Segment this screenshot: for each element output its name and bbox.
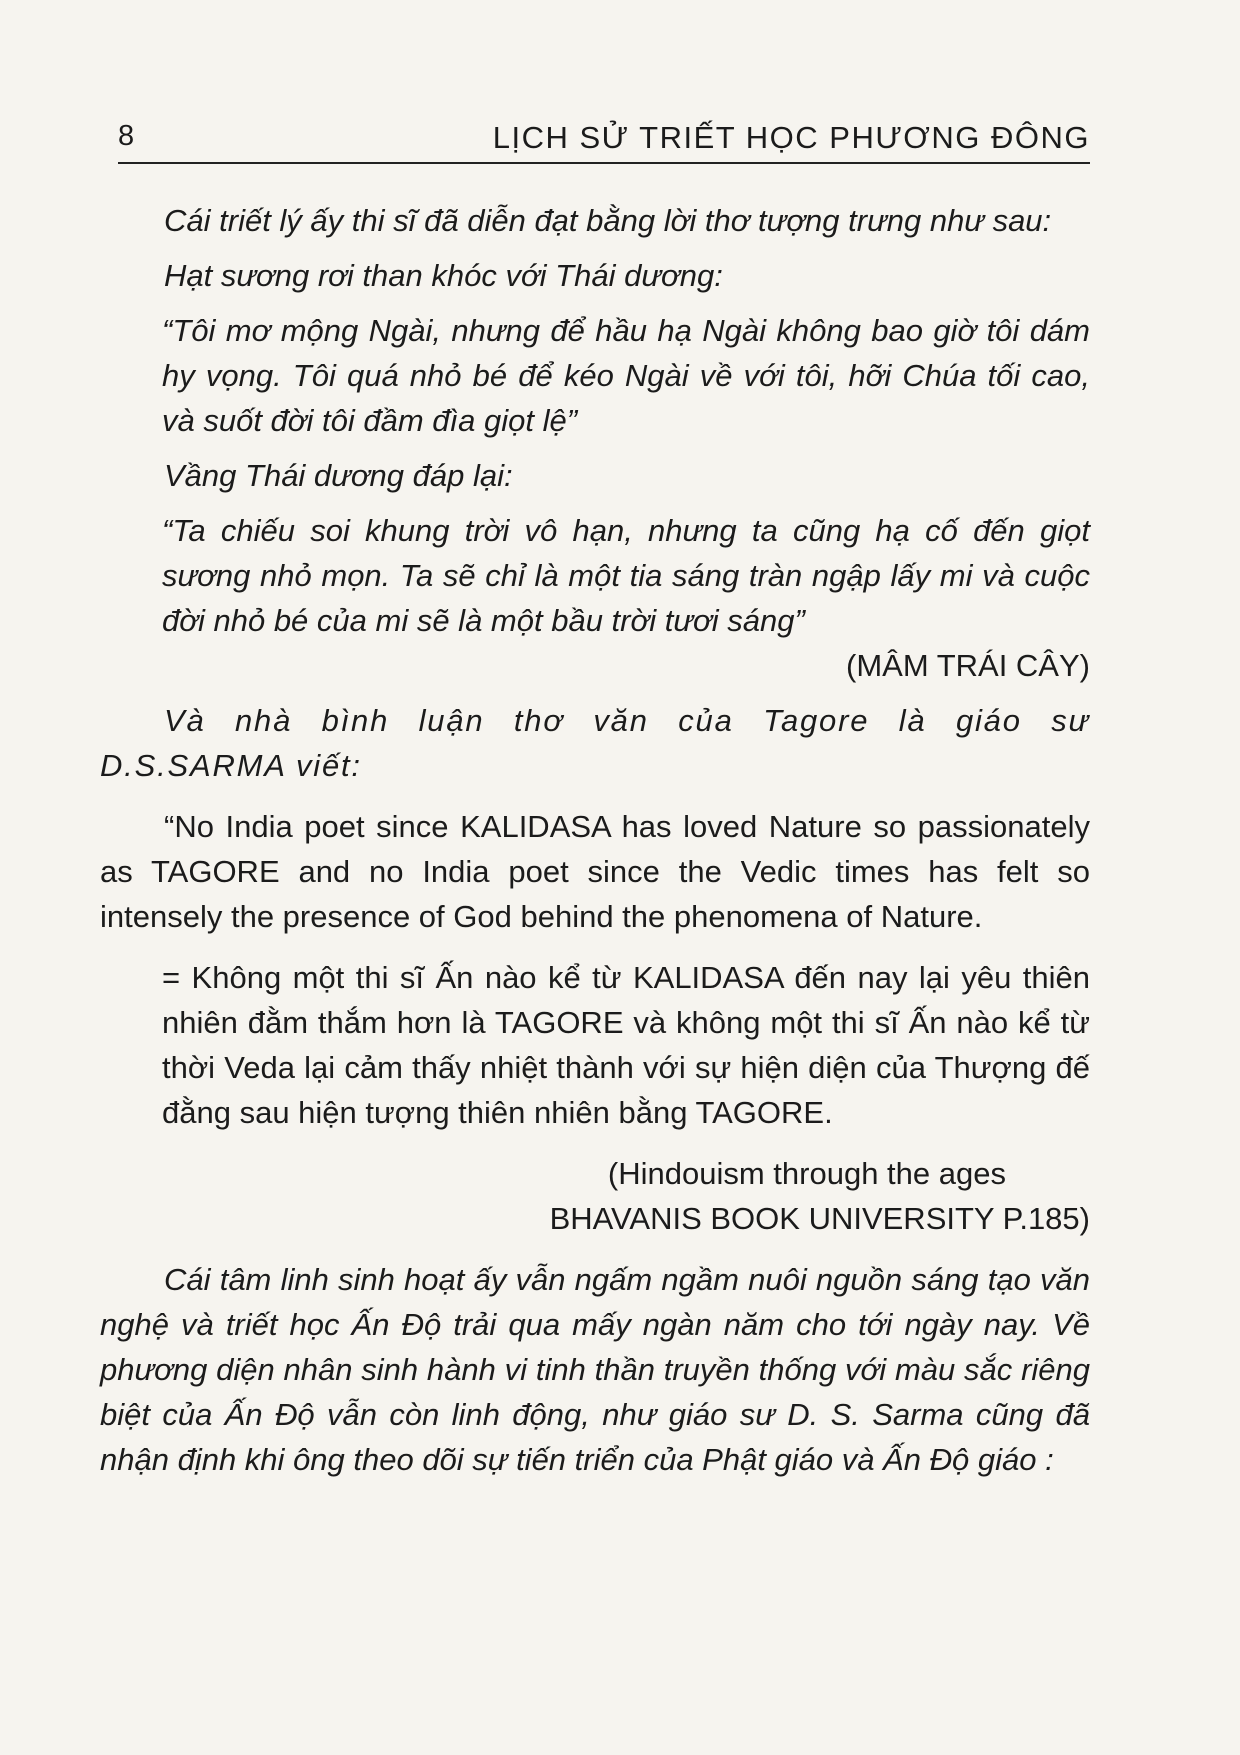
english-quote: “No India poet since KALIDASA has loved Nature so passionately as TAGORE and no India poet since the Vedic times has felt so intensely the presence of God behind the phenomena of Nature.: [100, 809, 1090, 934]
page-number: 8: [118, 120, 136, 152]
page-body: [100, 198, 1090, 1482]
poem-source: (MÂM TRÁI CÂY): [846, 648, 1090, 683]
dew-line: Hạt sương rơi than khóc với Thái dương:: [164, 258, 723, 293]
running-title: LỊCH SỬ TRIẾT HỌC PHƯƠNG ĐÔNG: [492, 120, 1090, 155]
citation-line-2: BHAVANIS BOOK UNIVERSITY P.185): [549, 1201, 1090, 1236]
page-header: [118, 118, 1090, 164]
closing-paragraph: Cái tâm linh sinh hoạt ấy vẫn ngấm ngầm nuôi nguồn sáng tạo văn nghệ và triết học Ấn Độ trải qua mấy ngàn năm cho tới ngày nay. Về phương diện nhân sinh hành vi tinh thần truyền thống với màu sắc riêng biệt của Ấn Độ vẫn còn linh động, như giáo sư D. S. Sarma cũng đã nhận định khi ông theo dõi sự tiến triển của Phật giáo và Ấn Độ giáo :: [100, 1262, 1090, 1477]
sun-line: Vầng Thái dương đáp lại:: [164, 458, 513, 493]
critic-intro: Và nhà bình luận thơ văn của Tagore là giáo sư D.S.SARMA viết:: [100, 703, 1090, 783]
sun-quote: “Ta chiếu soi khung trời vô hạn, nhưng ta cũng hạ cố đến giọt sương nhỏ mọn. Ta sẽ chỉ là một tia sáng tràn ngập lấy mi và cuộc đời nhỏ bé của mi sẽ là một bầu trời tươi sáng”: [162, 513, 1090, 638]
dew-quote: “Tôi mơ mộng Ngài, nhưng để hầu hạ Ngài không bao giờ tôi dám hy vọng. Tôi quá nhỏ bé để kéo Ngài về với tôi, hỡi Chúa tối cao, và suốt đời tôi đầm đìa giọt lệ”: [162, 313, 1090, 438]
translation-paragraph: = Không một thi sĩ Ấn nào kể từ KALIDASA đến nay lại yêu thiên nhiên đằm thắm hơn là TAGORE và không một thi sĩ Ấn nào kể từ thời Veda lại cảm thấy nhiệt thành với sự hiện diện của Thượng đế đằng sau hiện tượng thiên nhiên bằng TAGORE.: [162, 960, 1090, 1130]
intro-paragraph: Cái triết lý ấy thi sĩ đã diễn đạt bằng lời thơ tượng trưng như sau:: [164, 203, 1052, 238]
citation-line-1: (Hindouism through the ages: [607, 1156, 1006, 1191]
